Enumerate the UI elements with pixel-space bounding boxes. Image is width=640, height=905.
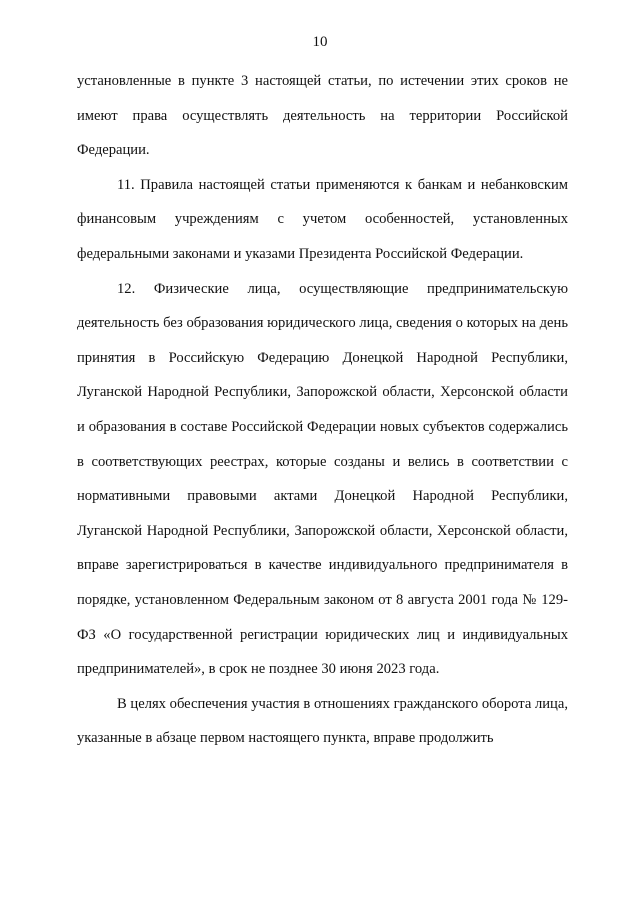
paragraph-continuation: установленные в пункте 3 настоящей статьи, по истечении этих сроков не имеют права осуществлять деятельность на территории Российской Федерации. xyxy=(77,73,568,159)
paragraph-12-second: В целях обеспечения участия в отношениях гражданского оборота лица, указанные в абзаце первом настоящего пункта, вправе продолжить xyxy=(77,695,568,747)
page-number: 10 xyxy=(312,34,328,50)
document-body xyxy=(77,64,568,756)
paragraph-11: 11. Правила настоящей статьи применяются к банкам и небанковским финансовым учреждениям с учетом особенностей, установленных федеральными законами и указами Президента Российской Федерации. xyxy=(77,176,568,262)
paragraph-12: 12. Физические лица, осуществляющие предпринимательскую деятельность без образования юридического лица, сведения о которых на день принятия в Российскую Федерацию Донецкой Народной Республики, Луганской Народной Республики, Запорожской области, Херсонской области и образования в составе Российской Федерации новых субъектов содержались в соответствующих реестрах, которые созданы и велись в соответствии с нормативными правовыми актами Донецкой Народной Республики, Луганской Народной Республики, Запорожской области, Херсонской области, вправе зарегистрироваться в качестве индивидуального предпринимателя в порядке, установленном Федеральным законом от 8 августа 2001 года № 129-ФЗ «О государственной регистрации юридических лиц и индивидуальных предпринимателей», в срок не позднее 30 июня 2023 года. xyxy=(77,280,568,678)
